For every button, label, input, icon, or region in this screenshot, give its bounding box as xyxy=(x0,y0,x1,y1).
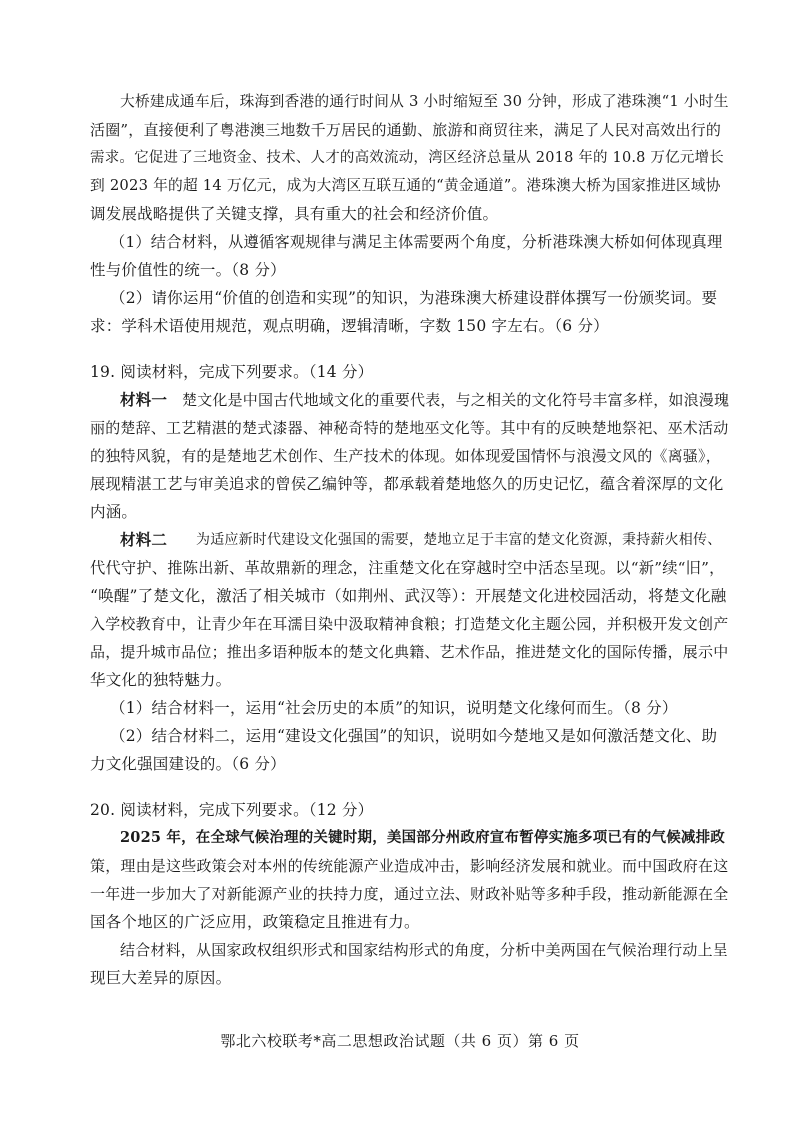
intro-line-5: 调发展战略提供了关键支撑，具有重大的社会和经济价值。 xyxy=(90,205,499,223)
q19-m1-line-3: 的独特风貌，有的是楚地艺术创作、生产技术的体现。如体现爱国情怀与浪漫文风的《离骚》， xyxy=(90,447,721,465)
q19-material2-label: 材料二 xyxy=(120,530,168,549)
q19-m2-line-2: 代代守护、推陈出新、革故鼎新的理念，注重楚文化在穿越时空中活态呈现。以“新”续“旧”， xyxy=(90,559,725,577)
q20-header: 20. 阅读材料，完成下列要求。（12 分） xyxy=(90,801,374,819)
q19-m2-line-6: 华文化的独特魅力。 xyxy=(90,671,232,689)
q18-sub1-line-1: （1）结合材料，从遵循客观规律与满足主体需要两个角度，分析港珠澳大桥如何体现真理 xyxy=(110,233,723,251)
q20-material-line-4: 国各个地区的广泛应用，政策稳定且推进有力。 xyxy=(90,913,420,931)
q19-sub1: （1）结合材料一，运用“社会历史的本质”的知识，说明楚文化缘何而生。（8 分） xyxy=(110,699,678,717)
q19-header: 19. 阅读材料，完成下列要求。（14 分） xyxy=(90,363,374,381)
intro-line-4: 到 2023 年的超 14 万亿元，成为大湾区互联互通的“黄金通道”。港珠澳大桥为国家推进区域协 xyxy=(90,177,721,194)
q19-m1-line-1: 楚文化是中国古代地域文化的重要代表，与之相关的文化符号丰富多样，如浪漫瑰 xyxy=(182,391,730,409)
q19-sub2-line-1: （2）结合材料二，运用“建设文化强国”的知识，说明如今楚地又是如何激活楚文化、助 xyxy=(110,727,718,745)
q18-sub2-line-1: （2）请你运用“价值的创造和实现”的知识，为港珠澳大桥建设群体撰写一份颁奖词。要 xyxy=(110,289,718,307)
intro-line-1: 大桥建成通车后，珠海到香港的通行时间从 3 小时缩短至 30 分钟，形成了港珠澳“1 小时生 xyxy=(120,93,729,110)
q20-question-line-1: 结合材料，从国家政权组织形式和国家结构形式的角度，分析中美两国在气候治理行动上呈 xyxy=(120,941,729,959)
q20-material-line-2: 策，理由是这些政策会对本州的传统能源产业造成冲击，影响经济发展和就业。而中国政府在这 xyxy=(90,857,729,875)
q19-m1-line-5: 内涵。 xyxy=(90,503,138,521)
intro-line-2: 活圈”，直接便利了粤港澳三地数千万居民的通勤、旅游和商贸往来，满足了人民对高效出行的 xyxy=(90,121,722,139)
q19-m2-line-4: 入学校教育中，让青少年在耳濡目染中汲取精神食粮；打造楚文化主题公园，并积极开发文创产 xyxy=(90,615,729,633)
q18-sub1-line-2: 性与价值性的统一。（8 分） xyxy=(90,261,286,279)
q19-sub2-line-2: 力文化强国建设的。（6 分） xyxy=(90,755,286,773)
q19-m2-line-5: 品，提升城市品位；推出多语种版本的楚文化典籍、艺术作品，推进楚文化的国际传播，展示中 xyxy=(90,643,729,661)
intro-line-3: 需求。它促进了三地资金、技术、人才的高效流动，湾区经济总量从 2018 年的 10.8 万亿元增长 xyxy=(90,150,724,166)
q18-sub2-line-2: 求：学科术语使用规范，观点明确，逻辑清晰，字数 150 字左右。（6 分） xyxy=(90,317,609,335)
page-footer: 鄂北六校联考*高二思想政治试题（共 6 页）第 6 页 xyxy=(220,1032,580,1050)
q19-m2-line-3: “唤醒”了楚文化，激活了相关城市（如荆州、武汉等）：开展楚文化进校园活动，将楚文化融 xyxy=(90,587,727,605)
q20-question-line-2: 现巨大差异的原因。 xyxy=(90,969,232,987)
q20-material-line-3: 一年进一步加大了对新能源产业的扶持力度，通过立法、财政补贴等多种手段，推动新能源在全 xyxy=(90,885,729,903)
q20-material-line-1: 2025 年，在全球气候治理的关键时期，美国部分州政府宣布暂停实施多项已有的气候减排政 xyxy=(120,829,726,846)
q19-m1-line-4: 展现精湛工艺与审美追求的曾侯乙编钟等，都承载着楚地悠久的历史记忆，蕴含着深厚的文化 xyxy=(90,475,724,493)
q19-m1-line-2: 丽的楚辞、工艺精湛的楚式漆器、神秘奇特的楚地巫文化等。其中有的反映楚地祭祀、巫术活动 xyxy=(90,419,729,437)
q19-material1-label: 材料一 xyxy=(120,390,168,409)
q19-m2-line-1: 为适应新时代建设文化强国的需要，楚地立足于丰富的楚文化资源，秉持薪火相传、 xyxy=(196,532,722,548)
